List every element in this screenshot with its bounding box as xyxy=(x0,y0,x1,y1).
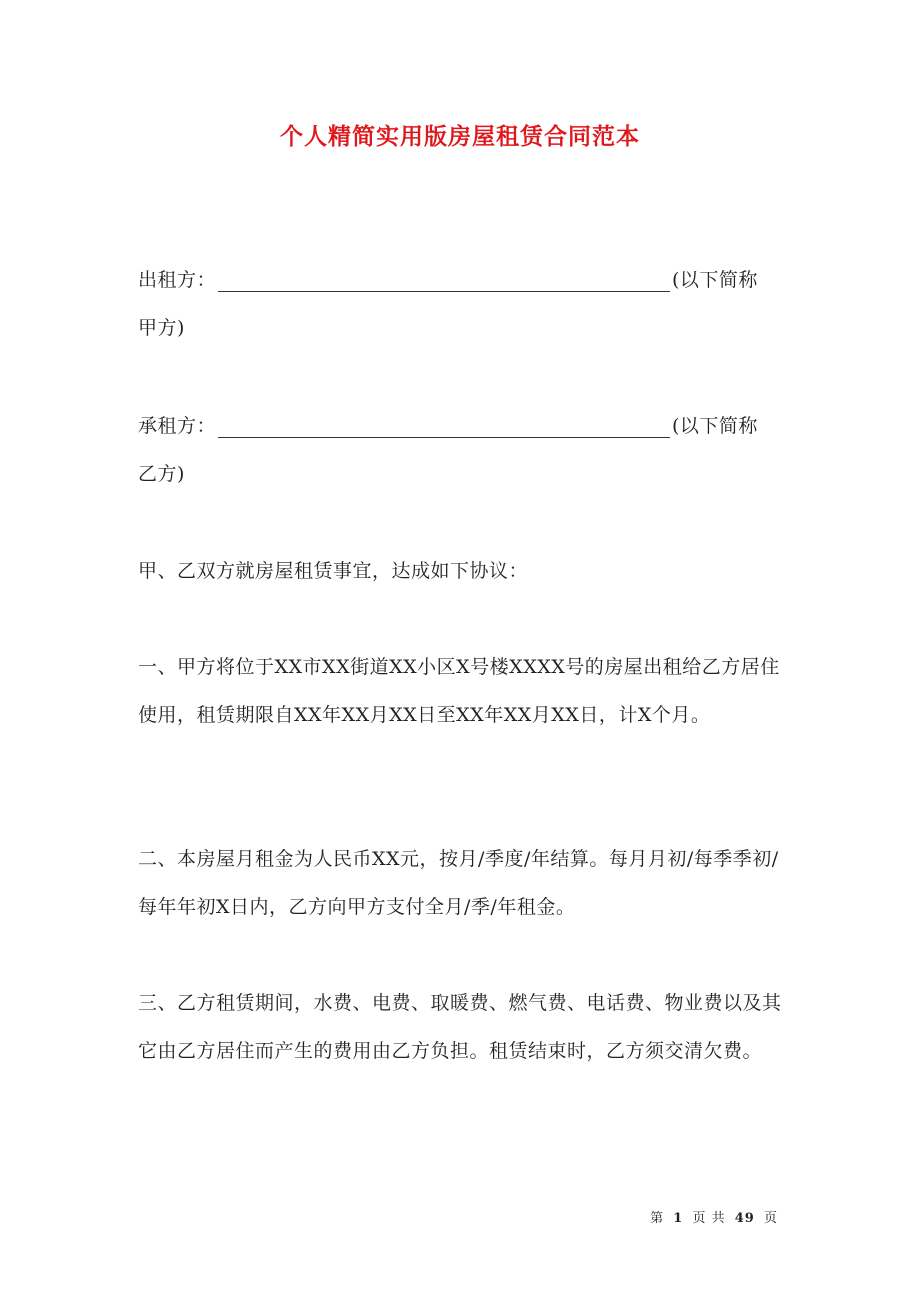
lessor-block xyxy=(138,256,782,352)
clause-1: 一、甲方将位于XX市XX街道XX小区X号楼XXXX号的房屋出租给乙方居住使用，租赁期限自XX年XX月XX日至XX年XX月XX日，计X个月。 xyxy=(138,656,780,726)
lessee-blank-line xyxy=(218,436,670,438)
intro-paragraph: 甲、乙双方就房屋租赁事宜，达成如下协议： xyxy=(138,560,529,582)
footer-total-pages: 49 xyxy=(734,1211,755,1226)
footer-page-number: 1 xyxy=(673,1211,684,1226)
lessor-suffix: (以下简称 xyxy=(672,269,758,291)
footer-middle: 页 共 xyxy=(692,1211,726,1226)
lessee-continuation: 乙方) xyxy=(138,463,185,485)
lessor-blank-line xyxy=(218,290,670,292)
page-title: 个人精简实用版房屋租赁合同范本 xyxy=(280,123,640,150)
lessor-label: 出租方： xyxy=(138,269,217,291)
page-footer xyxy=(648,1207,780,1226)
footer-prefix: 第 xyxy=(650,1211,665,1226)
footer-suffix: 页 xyxy=(763,1211,778,1226)
lessee-block xyxy=(138,402,782,498)
lessor-continuation: 甲方) xyxy=(138,317,185,339)
lessee-label: 承租方： xyxy=(138,415,217,437)
lessee-suffix: (以下简称 xyxy=(672,415,758,437)
clause-2: 二、本房屋月租金为人民币XX元，按月/季度/年结算。每月月初/每季季初/每年年初X日内，乙方向甲方支付全月/季/年租金。 xyxy=(138,848,779,918)
clause-3: 三、乙方租赁期间，水费、电费、取暖费、燃气费、电话费、物业费以及其它由乙方居住而产生的费用由乙方负担。租赁结束时，乙方须交清欠费。 xyxy=(138,992,782,1062)
